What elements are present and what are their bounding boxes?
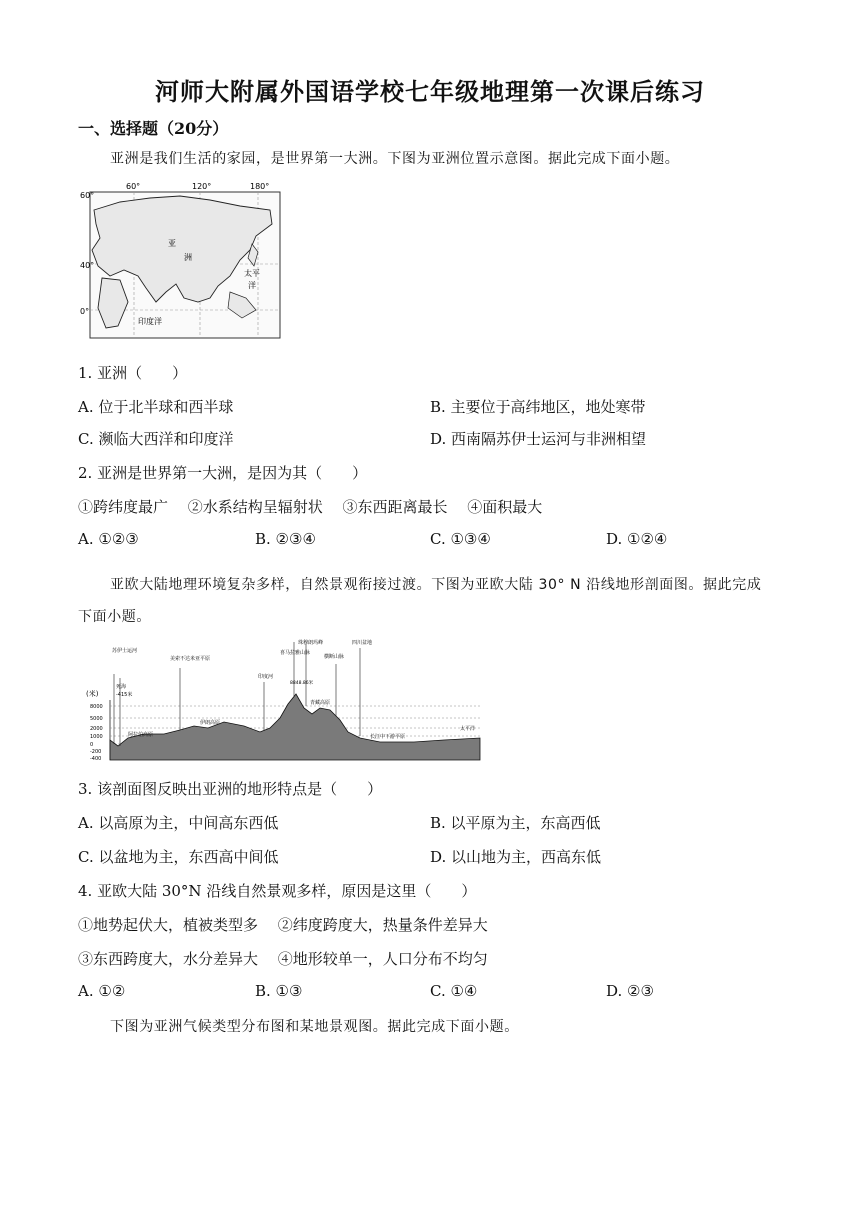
profile-label: 死海 <box>116 684 127 690</box>
profile-label: 喜马拉雅山脉 <box>280 650 311 656</box>
q4-option-d[interactable]: D. ②③ <box>606 982 654 1000</box>
intro-text-2: 亚欧大陆地理环境复杂多样，自然景观衔接过渡。下图为亚欧大陆 30° N 沿线地形剖面图。据此完成 <box>110 577 762 593</box>
y-tick: -400 <box>90 756 102 762</box>
profile-label: -415米 <box>116 692 133 698</box>
q1-option-c[interactable]: C. 濒临大西洋和印度洋 <box>78 430 234 448</box>
intro-text-2-cont: 下面小题。 <box>78 609 151 625</box>
profile-label: 四川盆地 <box>352 640 373 646</box>
q4-option-a[interactable]: A. ①② <box>78 982 126 1000</box>
page-title: 河师大附属外国语学校七年级地理第一次课后练习 <box>155 77 705 106</box>
y-tick: 2000 <box>90 726 103 732</box>
profile-label: 青藏高原 <box>310 700 331 706</box>
lat-label: 60° <box>80 191 95 200</box>
profile-label: 长江中下游平原 <box>370 734 406 740</box>
section-heading: 一、选择题（20分） <box>78 119 229 138</box>
q2-option-d[interactable]: D. ①②④ <box>606 530 668 548</box>
profile-label: 美索不达米亚平原 <box>170 656 211 662</box>
lon-label: 60° <box>126 182 141 191</box>
q2-option-a[interactable]: A. ①②③ <box>78 530 139 548</box>
profile-label: 伊朗高原 <box>200 720 221 726</box>
q1-option-d[interactable]: D. 西南隔苏伊士运河与非洲相望 <box>430 430 647 448</box>
map-label: 亚 <box>168 239 176 248</box>
q4-items-1: ①地势起伏大，植被类型多 ②纬度跨度大，热量条件差异大 <box>78 916 488 934</box>
q3-option-c[interactable]: C. 以盆地为主，东西高中间低 <box>78 848 279 866</box>
intro-text-1: 亚洲是我们生活的家园，是世界第一大洲。下图为亚洲位置示意图。据此完成下面小题。 <box>110 151 680 167</box>
asia-location-map <box>80 180 286 340</box>
lat-label: 40° <box>80 261 95 270</box>
q2-option-c[interactable]: C. ①③④ <box>430 530 491 548</box>
lon-label: 120° <box>192 182 212 191</box>
y-tick: 8000 <box>90 704 103 710</box>
y-tick: 0 <box>90 742 94 748</box>
lon-label: 180° <box>250 182 270 191</box>
profile-label: 苏伊士运河 <box>112 648 138 654</box>
q2-stem: 2. 亚洲是世界第一大洲，是因为其（ ） <box>78 464 368 482</box>
q2-option-b[interactable]: B. ②③④ <box>255 530 316 548</box>
y-tick: 5000 <box>90 716 103 722</box>
q3-option-d[interactable]: D. 以山地为主，西高东低 <box>430 848 602 866</box>
map-label: 洲 <box>184 253 192 262</box>
q3-option-a[interactable]: A. 以高原为主，中间高东西低 <box>78 814 279 832</box>
profile-label: 8848.86米 <box>290 681 314 686</box>
profile-label: 横断山脉 <box>324 654 345 660</box>
q4-option-b[interactable]: B. ①③ <box>255 982 303 1000</box>
lat-label: 0° <box>80 307 90 316</box>
profile-label: 阿拉伯高原 <box>128 732 154 738</box>
y-tick: 1000 <box>90 734 103 740</box>
profile-label: 太平洋 <box>460 726 476 732</box>
q4-items-2: ③东西跨度大，水分差异大 ④地形较单一，人口分布不均匀 <box>78 950 488 968</box>
q3-stem: 3. 该剖面图反映出亚洲的地形特点是（ ） <box>78 780 383 798</box>
q2-items: ①跨纬度最广 ②水系结构呈辐射状 ③东西距离最长 ④面积最大 <box>78 498 543 516</box>
q4-option-c[interactable]: C. ①④ <box>430 982 478 1000</box>
profile-label: 印度河 <box>258 674 274 680</box>
map-label: 印度洋 <box>138 317 162 326</box>
q3-option-b[interactable]: B. 以平原为主，东高西低 <box>430 814 601 832</box>
map-label: 太平 <box>244 269 260 278</box>
q1-option-a[interactable]: A. 位于北半球和西半球 <box>78 398 234 416</box>
profile-label: 珠穆朗玛峰 <box>298 640 324 646</box>
q4-stem: 4. 亚欧大陆 30°N 沿线自然景观多样，原因是这里（ ） <box>78 882 477 900</box>
q1-stem: 1. 亚洲（ ） <box>78 364 188 382</box>
y-tick: -200 <box>90 749 102 755</box>
map-label: 洋 <box>248 281 256 290</box>
q1-option-b[interactable]: B. 主要位于高纬地区，地处寒带 <box>430 398 646 416</box>
profile-unit: (米) <box>86 690 99 698</box>
terrain-profile-chart <box>84 634 484 762</box>
intro-text-3: 下图为亚洲气候类型分布图和某地景观图。据此完成下面小题。 <box>110 1019 519 1035</box>
